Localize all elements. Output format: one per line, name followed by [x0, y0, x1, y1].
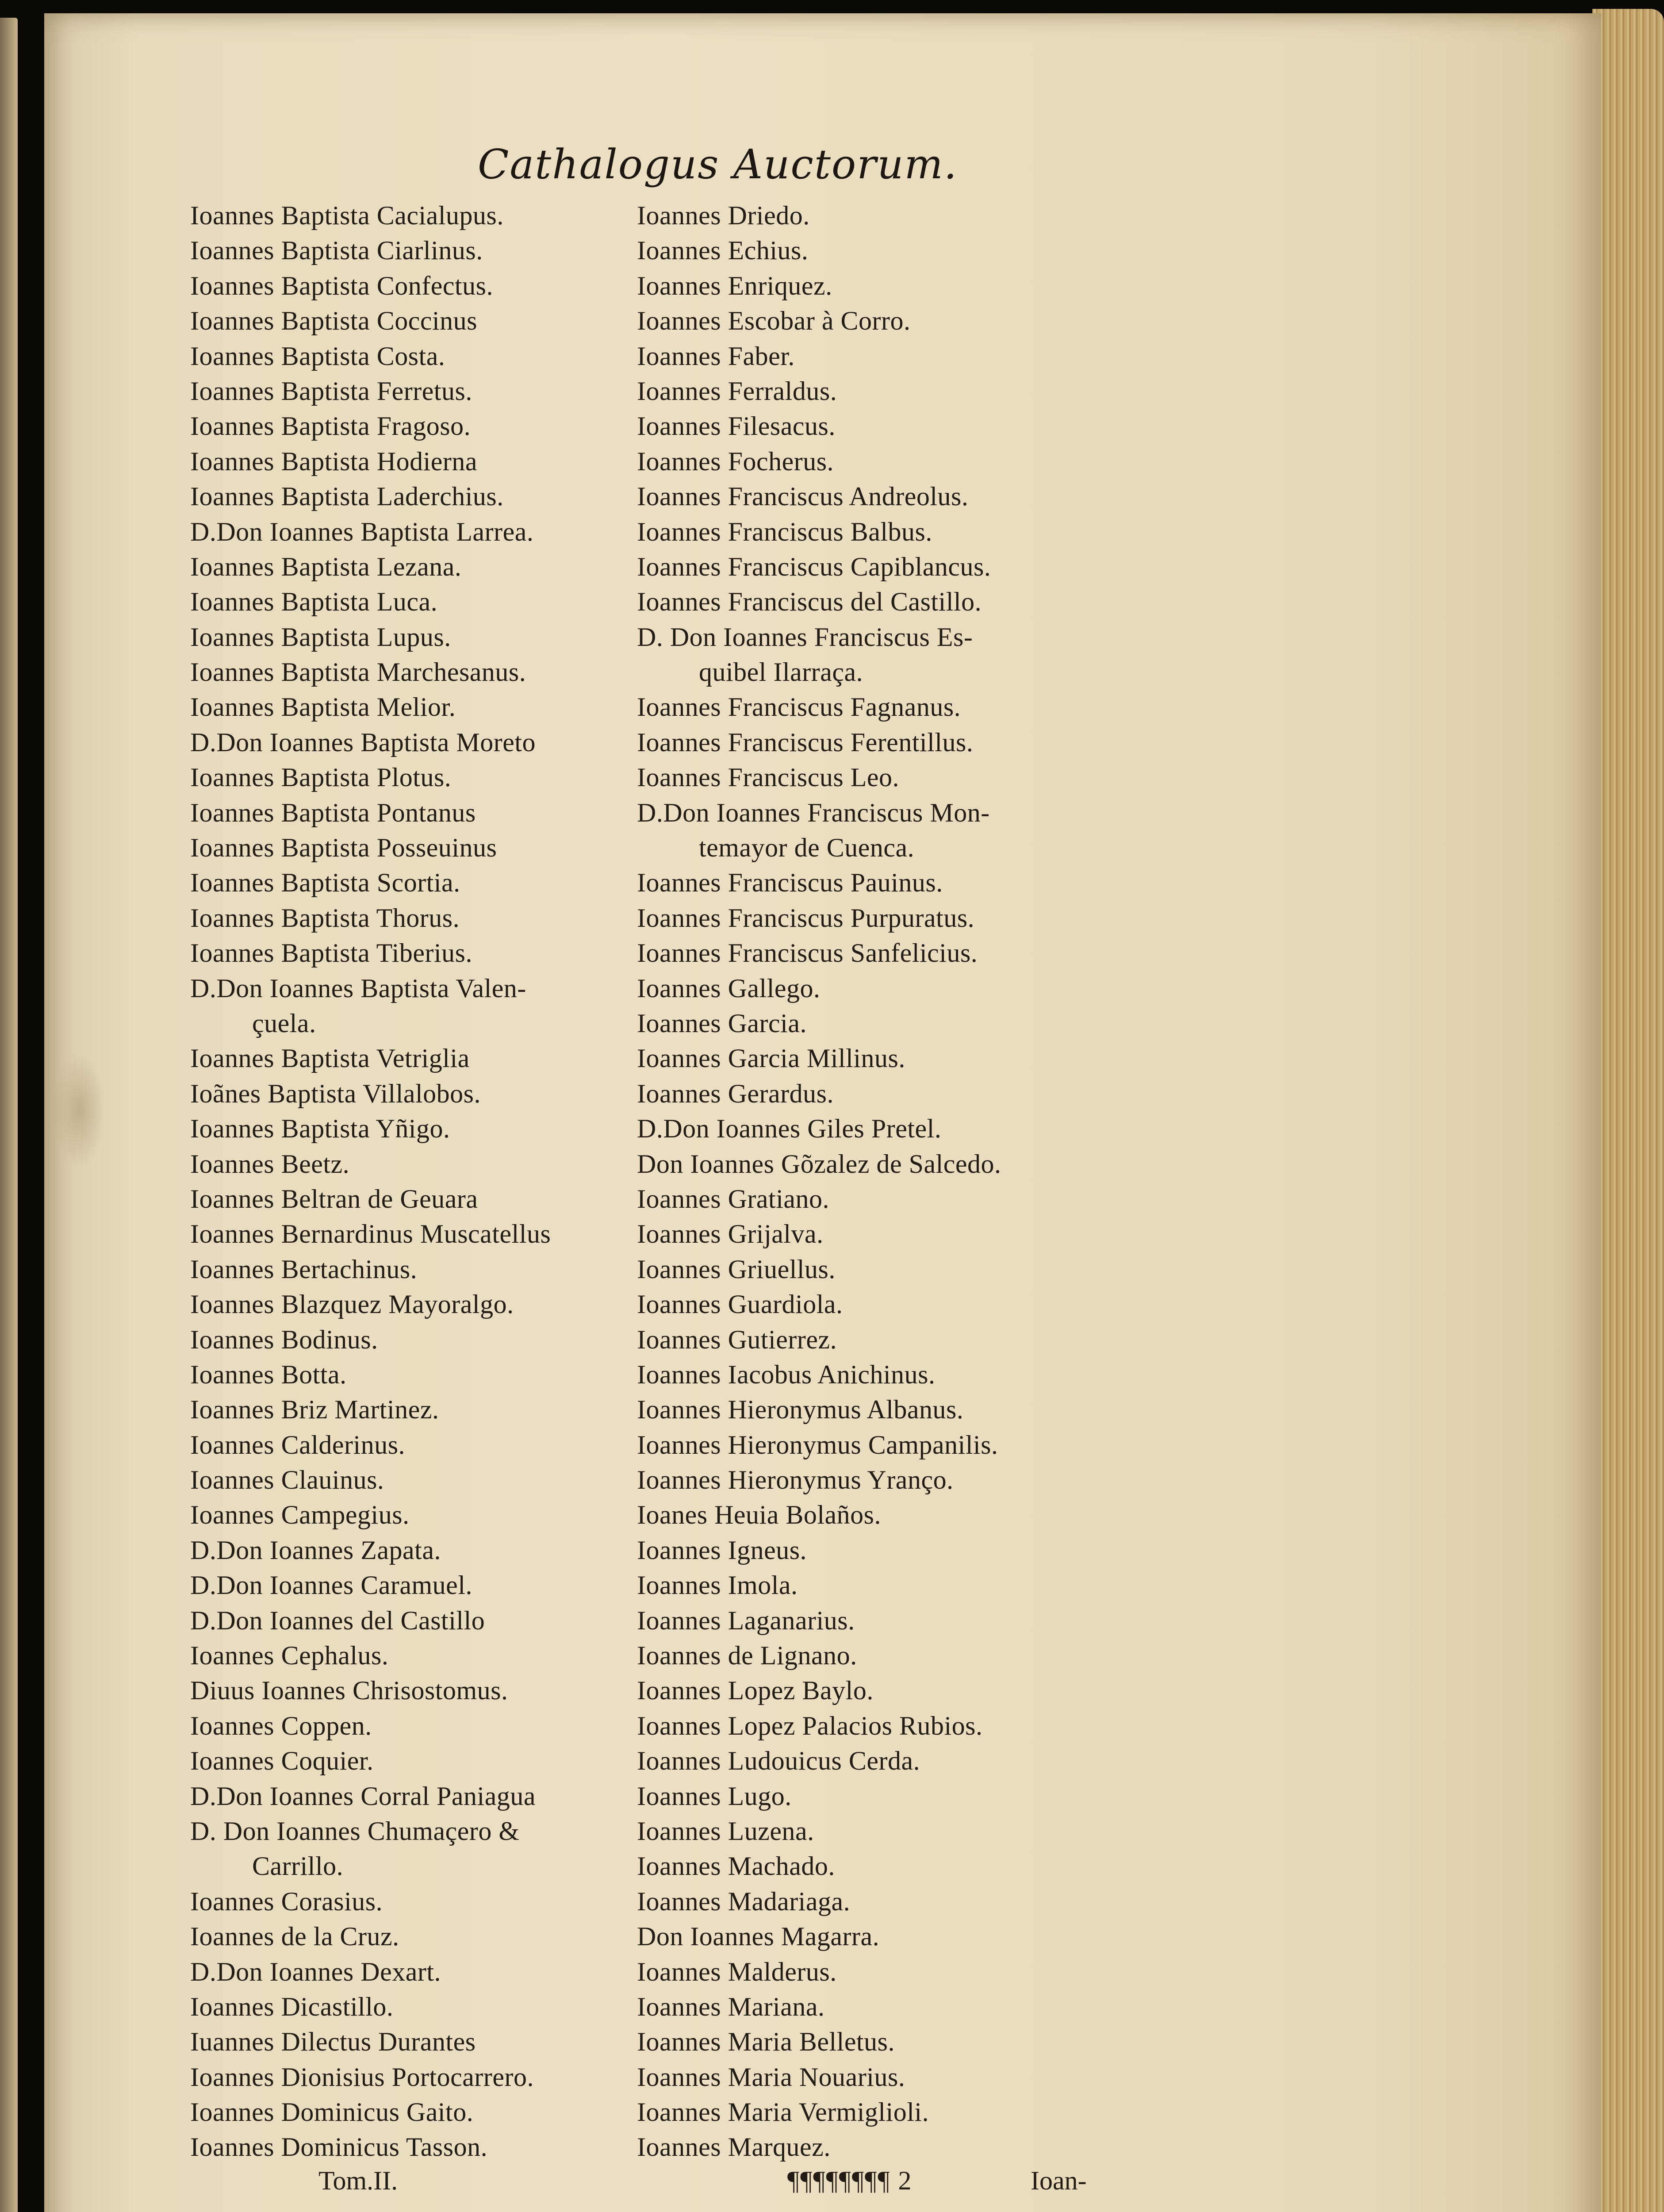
author-entry: D.Don Ioannes Zapata. — [190, 1535, 441, 1565]
left-column — [190, 198, 641, 2165]
author-entry: Ioannes Machado. — [637, 1851, 835, 1881]
author-entry: Ioannes Mariana. — [637, 1992, 825, 2021]
author-entry: Ioannes Coquier. — [190, 1746, 374, 1776]
page-fore-edge — [1592, 9, 1664, 2212]
author-entry: Ioannes Iacobus Anichinus. — [637, 1359, 936, 1389]
author-entry: Ioannes Franciscus Andreolus. — [637, 482, 969, 511]
author-entry: Ioannes Maria Belletus. — [637, 2027, 895, 2057]
author-entry: Ioannes Blazquez Mayoralgo. — [190, 1290, 514, 1319]
author-entry: Ioannes Igneus. — [637, 1535, 807, 1565]
author-entry: D.Don Ioannes Corral Paniagua — [190, 1781, 536, 1811]
author-entry: Ioannes Coppen. — [190, 1711, 372, 1740]
author-entry: Ioannes Hieronymus Albanus. — [637, 1395, 964, 1425]
author-entry: Ioannes Griuellus. — [637, 1254, 836, 1284]
author-entry: Ioannes Faber. — [637, 341, 795, 371]
author-entry: Ioannes Baptista Confectus. — [190, 271, 494, 300]
author-entry: Ioannes Cephalus. — [190, 1641, 389, 1671]
author-entry: Ioannes Baptista Coccinus — [190, 306, 478, 336]
author-entry: Ioannes Lugo. — [637, 1781, 792, 1811]
author-entry: Ioannes Imola. — [637, 1571, 798, 1600]
author-entry: Don Ioannes Magarra. — [637, 1922, 880, 1951]
author-entry: Ioannes Lopez Baylo. — [637, 1676, 874, 1705]
author-entry: D.Don Ioannes Baptista Moreto — [190, 727, 536, 757]
author-entry: Ioannes Garcia Millinus. — [637, 1044, 905, 1073]
author-entry: Ioannes Laganarius. — [637, 1605, 855, 1635]
author-entry: Ioannes Lopez Palacios Rubios. — [637, 1711, 983, 1740]
author-entry: Ioannes Ferraldus. — [637, 376, 837, 406]
author-entry: Don Ioannes Gõzalez de Salcedo. — [637, 1149, 1001, 1179]
author-entry: Ioannes Hieronymus Yranço. — [637, 1465, 954, 1495]
author-entry: Ioanes Heuia Bolaños. — [637, 1500, 882, 1530]
author-entry: D.Don Ioannes Baptista Valen- — [190, 973, 526, 1003]
author-entry: Ioannes Baptista Pontanus — [190, 798, 476, 827]
author-entry: Ioannes Franciscus del Castillo. — [637, 587, 982, 617]
author-entry: Ioannes Guardiola. — [637, 1290, 843, 1319]
author-entry: temayor de Cuenca. — [699, 833, 915, 863]
author-entry: Ioannes Echius. — [637, 236, 809, 265]
author-entry: Ioannes Franciscus Leo. — [637, 763, 899, 792]
author-entry: Ioannes Calderinus. — [190, 1430, 406, 1459]
author-entry: Iuannes Dilectus Durantes — [190, 2027, 476, 2057]
author-entry: Ioannes Gutierrez. — [637, 1325, 837, 1354]
author-entry: Ioannes Driedo. — [637, 201, 810, 230]
author-entry: Ioannes Luzena. — [637, 1816, 814, 1846]
author-entry: Ioannes Ludouicus Cerda. — [637, 1746, 920, 1776]
author-entry: Ioannes Escobar à Corro. — [637, 306, 911, 336]
author-entry: Ioannes Baptista Ferretus. — [190, 376, 472, 406]
author-entry: Ioannes Gratiano. — [637, 1184, 830, 1214]
author-entry: Ioannes Baptista Melior. — [190, 692, 456, 722]
author-entry: Ioannes Campegius. — [190, 1500, 410, 1530]
author-entry: Ioannes Baptista Tiberius. — [190, 938, 472, 968]
running-header: Cathalogus Auctorum. — [478, 141, 958, 188]
author-entry: D.Don Ioannes Dexart. — [190, 1957, 441, 1986]
author-entry: Ioannes Baptista Hodierna — [190, 446, 477, 476]
author-entry: Ioannes Marquez. — [637, 2132, 831, 2162]
author-entry: D.Don Ioannes Giles Pretel. — [637, 1114, 942, 1144]
volume-mark: Tom.II. — [318, 2166, 398, 2195]
right-column — [637, 198, 1088, 2165]
author-entry: Diuus Ioannes Chrisostomus. — [190, 1676, 508, 1705]
author-entry: Ioannes Baptista Yñigo. — [190, 1114, 450, 1144]
author-entry: Ioannes Clauinus. — [190, 1465, 384, 1495]
author-entry: Ioannes Baptista Scortia. — [190, 868, 460, 898]
author-entry: Ioannes Franciscus Capiblancus. — [637, 552, 991, 581]
author-entry: D.Don Ioannes Franciscus Mon- — [637, 798, 990, 827]
author-entry: Ioannes Hieronymus Campanilis. — [637, 1430, 998, 1459]
author-entry: Ioannes Gerardus. — [637, 1079, 834, 1108]
author-entry: Ioannes Bodinus. — [190, 1325, 378, 1354]
author-entry: Ioannes Corasius. — [190, 1886, 383, 1916]
author-entry: Ioãnes Baptista Villalobos. — [190, 1079, 481, 1108]
author-entry: Ioannes Franciscus Balbus. — [637, 517, 932, 546]
author-entry: Ioannes Baptista Thorus. — [190, 903, 460, 933]
author-entry: Ioannes Baptista Luca. — [190, 587, 438, 617]
author-entry: Ioannes Franciscus Ferentillus. — [637, 727, 974, 757]
author-entry: Ioannes Dicastillo. — [190, 1992, 394, 2021]
author-entry: Ioannes Baptista Fragoso. — [190, 411, 471, 441]
author-entry: Ioannes Franciscus Sanfelicius. — [637, 938, 978, 968]
author-entry: Ioannes Baptista Cacialupus. — [190, 201, 504, 230]
author-entry: Ioannes de la Cruz. — [190, 1922, 399, 1951]
catchword: Ioan- — [1031, 2166, 1087, 2195]
author-entry: Ioannes Grijalva. — [637, 1219, 824, 1249]
author-entry: Ioannes Baptista Marchesanus. — [190, 657, 526, 687]
author-entry: Ioannes Dionisius Portocarrero. — [190, 2062, 534, 2092]
author-entry: Ioannes Baptista Posseuinus — [190, 833, 497, 863]
author-entry: Carrillo. — [252, 1851, 344, 1881]
signature-mark: ¶¶¶¶¶¶¶¶ 2 — [787, 2166, 913, 2195]
author-entry: çuela. — [252, 1008, 316, 1038]
author-entry: Ioannes Bernardinus Muscatellus — [190, 1219, 551, 1249]
author-entry: Ioannes Malderus. — [637, 1957, 837, 1986]
author-entry: Ioannes Baptista Laderchius. — [190, 482, 504, 511]
author-entry: Ioannes Franciscus Fagnanus. — [637, 692, 961, 722]
author-entry: Ioannes Maria Nouarius. — [637, 2062, 905, 2092]
author-entry: Ioannes Maria Vermiglioli. — [637, 2097, 929, 2127]
author-entry: Ioannes Beetz. — [190, 1149, 350, 1179]
author-entry: Ioannes Briz Martinez. — [190, 1395, 439, 1425]
author-entry: Ioannes Enriquez. — [637, 271, 832, 300]
author-entry: D. Don Ioannes Chumaçero & — [190, 1816, 520, 1846]
paper-stain — [53, 1053, 106, 1168]
author-entry: D.Don Ioannes Caramuel. — [190, 1571, 472, 1600]
facing-page-edge — [0, 18, 18, 2212]
author-entry: Ioannes Baptista Plotus. — [190, 763, 452, 792]
author-entry: Ioannes Baptista Ciarlinus. — [190, 236, 483, 265]
author-entry: Ioannes de Lignano. — [637, 1641, 857, 1671]
author-entry: Ioannes Botta. — [190, 1359, 347, 1389]
author-entry: Ioannes Baptista Lezana. — [190, 552, 462, 581]
author-entry: Ioannes Focherus. — [637, 446, 834, 476]
author-entry: Ioannes Baptista Lupus. — [190, 622, 451, 652]
author-entry: Ioannes Garcia. — [637, 1008, 807, 1038]
author-entry: Ioannes Beltran de Geuara — [190, 1184, 478, 1214]
author-entry: Ioannes Franciscus Pauinus. — [637, 868, 943, 898]
author-entry: Ioannes Dominicus Gaito. — [190, 2097, 474, 2127]
author-entry: Ioannes Dominicus Tasson. — [190, 2132, 488, 2162]
author-entry: quibel Ilarraça. — [699, 657, 863, 687]
author-entry: Ioannes Madariaga. — [637, 1886, 851, 1916]
author-entry: D. Don Ioannes Franciscus Es- — [637, 622, 973, 652]
author-entry: Ioannes Filesacus. — [637, 411, 836, 441]
author-entry: Ioannes Franciscus Purpuratus. — [637, 903, 975, 933]
author-entry: D.Don Ioannes Baptista Larrea. — [190, 517, 534, 546]
author-entry: Ioannes Bertachinus. — [190, 1254, 418, 1284]
author-entry: Ioannes Gallego. — [637, 973, 820, 1003]
author-entry: Ioannes Baptista Vetriglia — [190, 1044, 470, 1073]
author-entry: Ioannes Baptista Costa. — [190, 341, 445, 371]
author-entry: D.Don Ioannes del Castillo — [190, 1605, 485, 1635]
